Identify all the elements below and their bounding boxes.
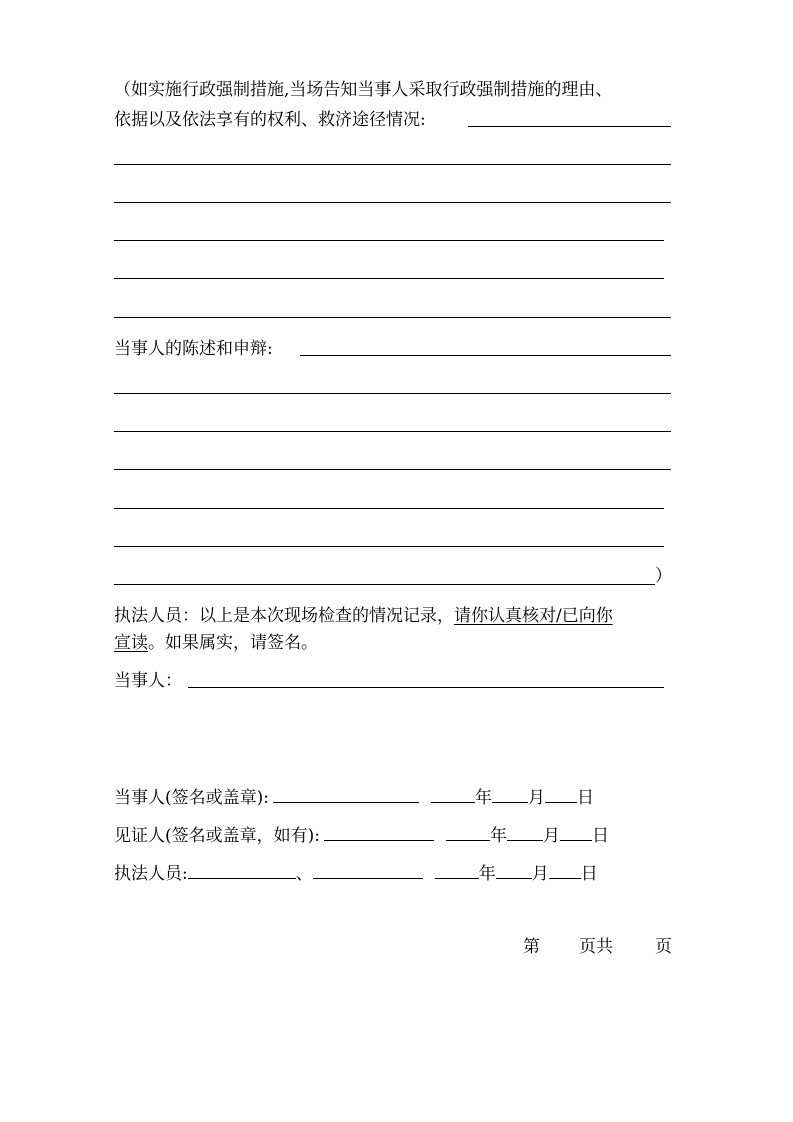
statement-answer-line[interactable]	[114, 584, 655, 585]
statement-answer-line[interactable]	[114, 508, 664, 509]
officer-signature-label: 执法人员:	[114, 864, 188, 884]
party-answer-line[interactable]	[188, 687, 664, 688]
witness-signature-blank[interactable]	[324, 822, 434, 841]
officer-note-underlined: 请你认真核对/已向你	[454, 606, 613, 626]
statement-answer-line[interactable]	[300, 355, 671, 356]
intro-answer-line[interactable]	[114, 202, 671, 203]
month-label: 月	[531, 864, 549, 884]
month-label: 月	[528, 788, 545, 808]
intro-answer-line[interactable]	[114, 164, 671, 165]
month-blank[interactable]	[507, 822, 543, 841]
statement-answer-line[interactable]	[114, 469, 671, 470]
officer-note-line-1	[114, 605, 613, 627]
statement-label: 当事人的陈述和申辩:	[114, 339, 273, 359]
intro-line-2: 依据以及依法享有的权利、救济途径情况:	[114, 110, 426, 130]
officer-note-prefix: 执法人员：以上是本次现场检查的情况记录，	[114, 606, 454, 626]
intro-answer-line[interactable]	[114, 278, 664, 279]
party-signature-row	[114, 784, 594, 809]
year-label: 年	[490, 826, 507, 846]
month-blank[interactable]	[492, 784, 528, 803]
month-blank[interactable]	[496, 860, 532, 879]
day-label: 日	[577, 788, 594, 808]
officer-2-signature-blank[interactable]	[313, 860, 423, 879]
day-label: 日	[580, 864, 598, 884]
page-suffix: 页	[655, 937, 672, 957]
intro-answer-line[interactable]	[114, 317, 671, 318]
year-blank[interactable]	[431, 784, 475, 803]
officer-signature-row	[114, 860, 598, 885]
party-signature-label: 当事人(签名或盖章):	[114, 788, 269, 808]
officer-note-suffix: 。如果属实，请签名。	[148, 633, 318, 653]
month-label: 月	[543, 826, 560, 846]
statement-answer-line[interactable]	[114, 431, 671, 432]
day-label: 日	[592, 826, 609, 846]
party-signature-blank[interactable]	[273, 784, 419, 803]
day-blank[interactable]	[560, 822, 592, 841]
officer-1-signature-blank[interactable]	[188, 860, 296, 879]
year-blank[interactable]	[435, 860, 479, 879]
year-blank[interactable]	[446, 822, 490, 841]
day-blank[interactable]	[549, 860, 581, 879]
intro-answer-line[interactable]	[468, 126, 671, 127]
day-blank[interactable]	[545, 784, 577, 803]
statement-answer-line[interactable]	[114, 546, 664, 547]
statement-answer-line[interactable]	[114, 393, 671, 394]
intro-answer-line[interactable]	[114, 240, 664, 241]
year-label: 年	[478, 864, 496, 884]
page-total-label: 页共	[579, 937, 613, 957]
witness-signature-row	[114, 822, 609, 847]
party-label: 当事人：	[114, 671, 182, 691]
closing-parenthesis: ）	[655, 566, 672, 586]
officer-note-underlined: 宣读	[114, 633, 148, 653]
year-label: 年	[475, 788, 492, 808]
officer-note-line-2	[114, 632, 318, 654]
intro-line-1: （如实施行政强制措施,当场告知当事人采取行政强制措施的理由、	[114, 80, 613, 100]
officer-separator: 、	[295, 864, 313, 884]
witness-signature-label: 见证人(签名或盖章，如有):	[114, 826, 320, 846]
page-number-prefix: 第	[523, 937, 540, 957]
